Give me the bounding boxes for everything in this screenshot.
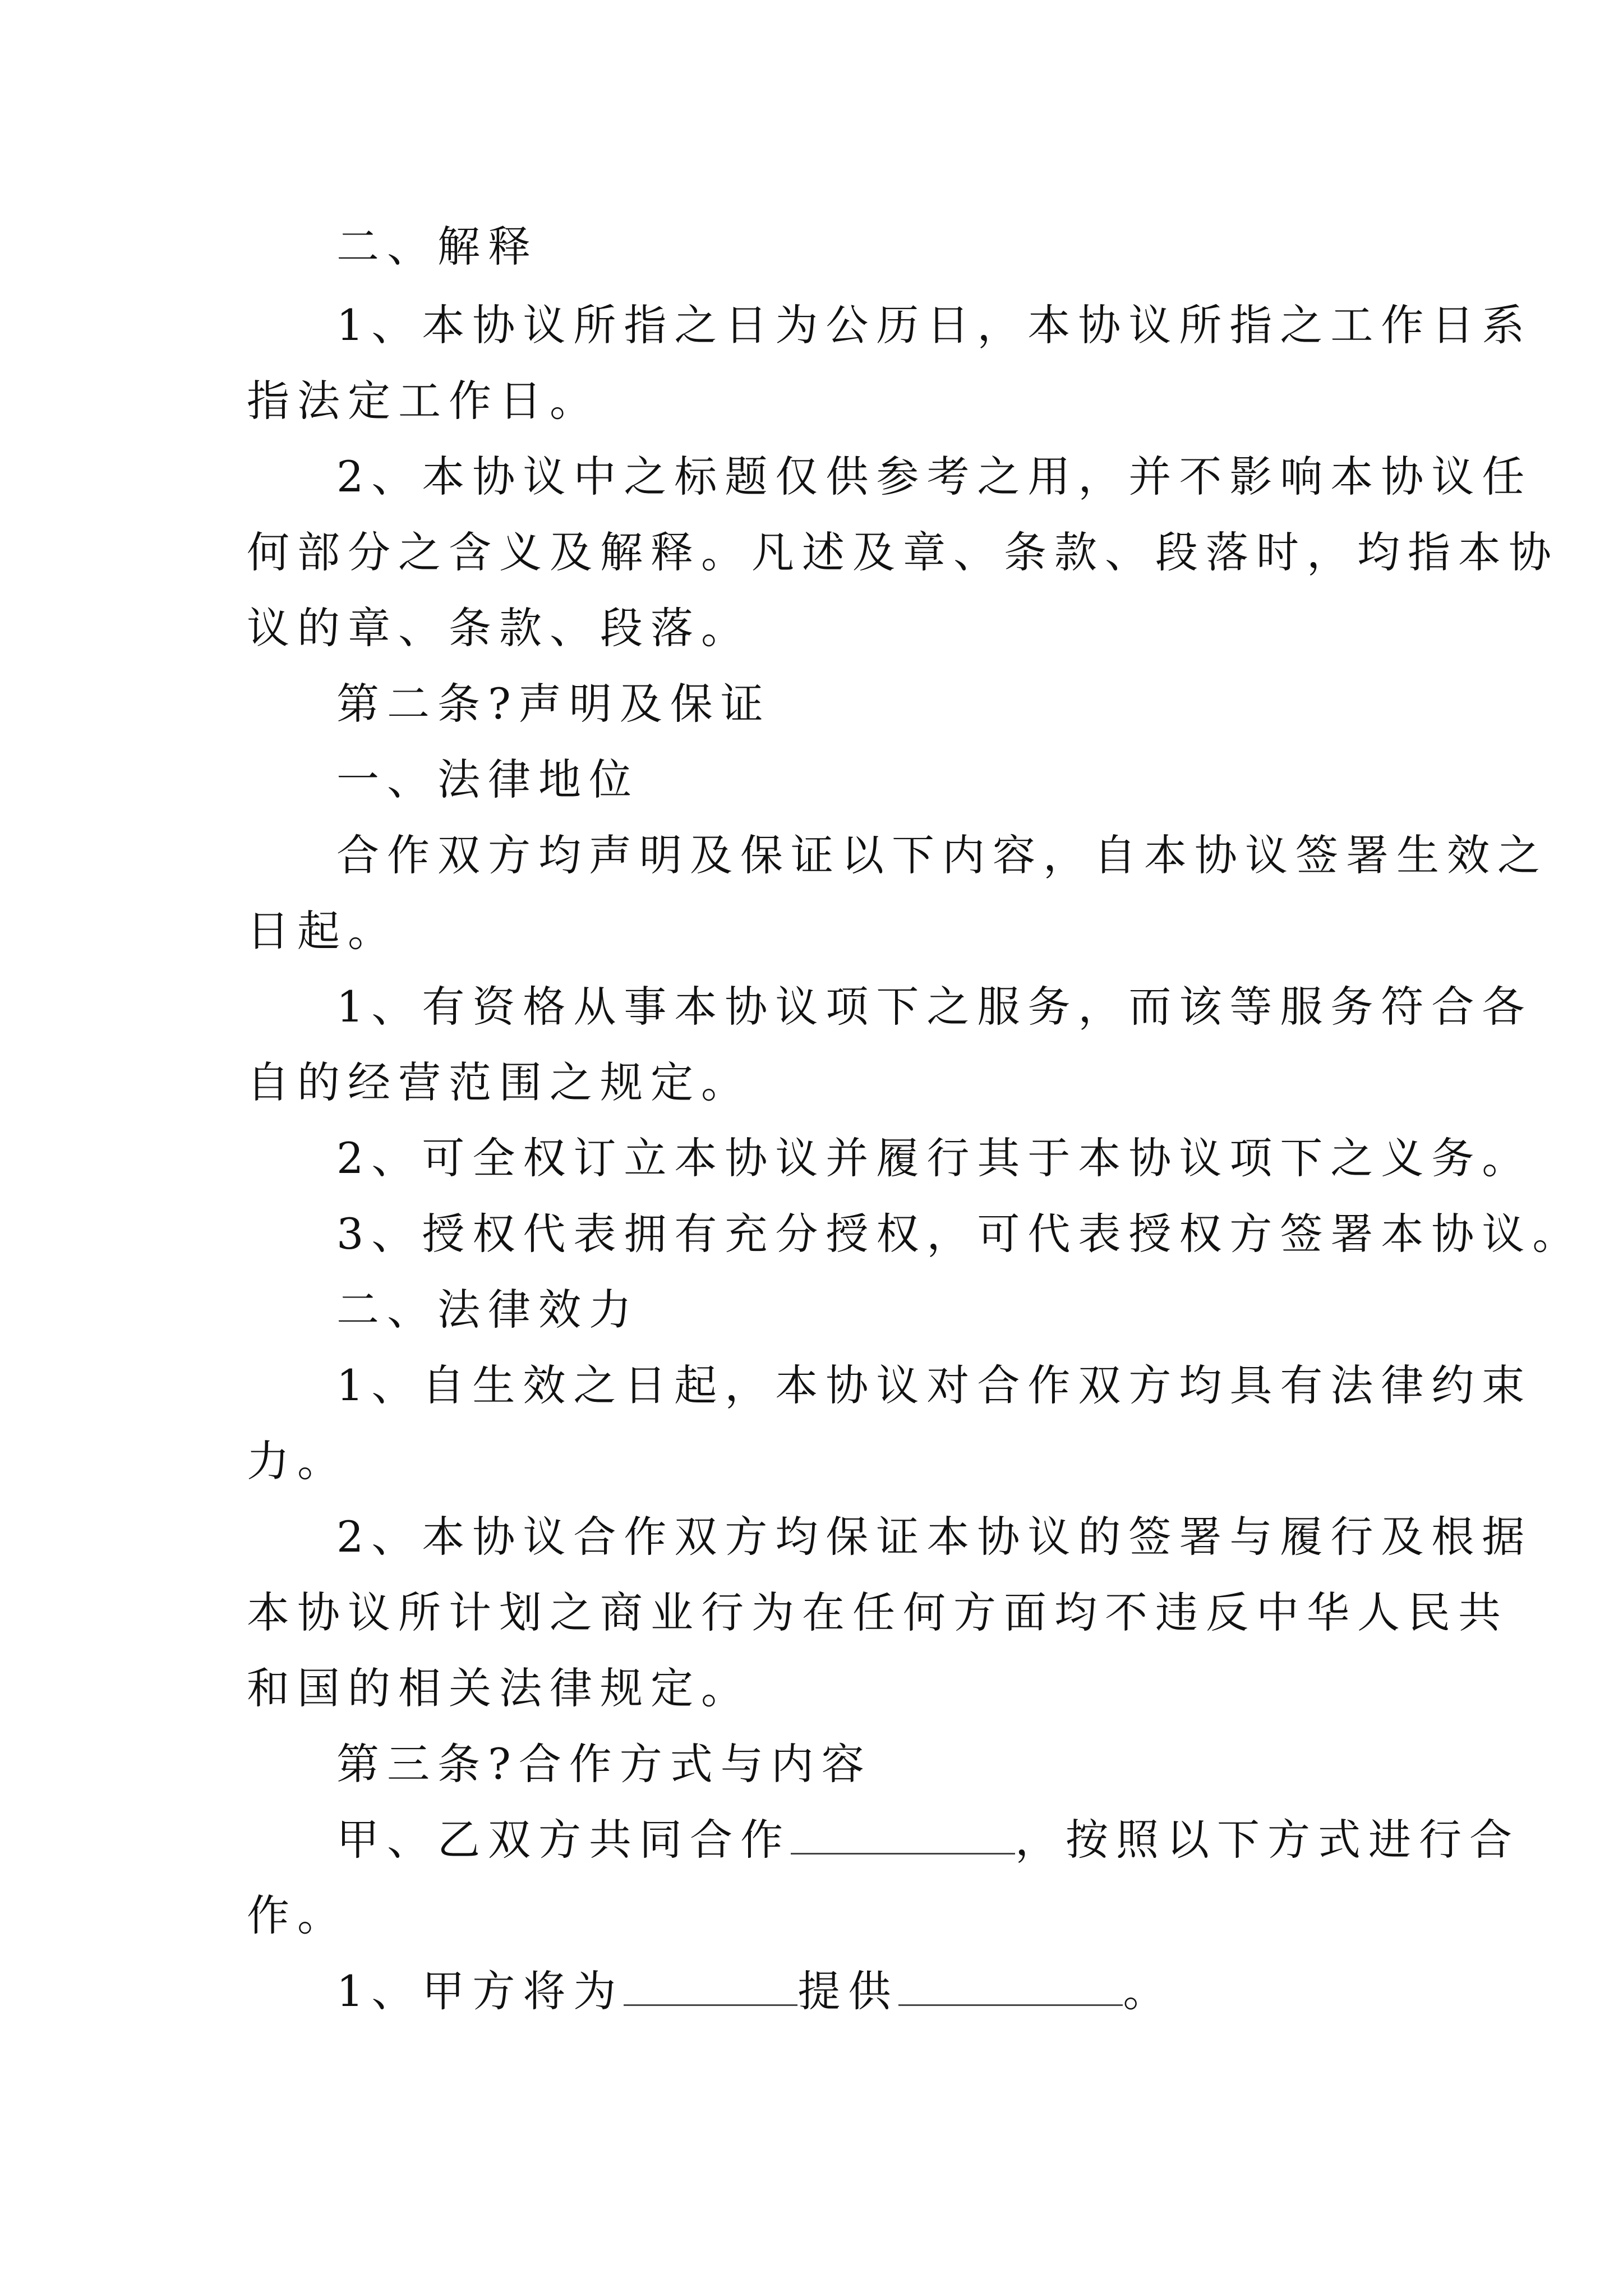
text-segment: 提供 — [797, 1966, 899, 2016]
text-segment: 1、甲方将为 — [336, 1966, 624, 2016]
fill-in-blank[interactable] — [791, 1814, 1015, 1855]
paragraph-line-with-blanks — [336, 1963, 1481, 2019]
paragraph-line: 1、本协议所指之日为公历日，本协议所指之工作日系 — [336, 300, 1533, 350]
paragraph-line: 2、本协议合作双方均保证本协议的签署与履行及根据 — [336, 1512, 1533, 1562]
paragraph-line: 力。 — [247, 1436, 348, 1486]
paragraph-line: 何部分之含义及解释。凡述及章、条款、段落时，均指本协 — [247, 527, 1559, 577]
paragraph-line: 自的经营范围之规定。 — [247, 1057, 751, 1107]
paragraph-line: 1、有资格从事本协议项下之服务，而该等服务符合各 — [336, 982, 1533, 1032]
paragraph-line: 作。 — [247, 1890, 348, 1940]
section-heading: 二、解释 — [336, 222, 538, 272]
fill-in-blank[interactable] — [624, 1965, 797, 2006]
paragraph-line: 2、本协议中之标题仅供参考之用，并不影响本协议任 — [336, 452, 1533, 501]
fill-in-blank[interactable] — [898, 1965, 1123, 2006]
paragraph-line: 1、自生效之日起，本协议对合作双方均具有法律约束 — [336, 1360, 1533, 1410]
paragraph-line: 日起。 — [247, 906, 398, 956]
section-heading: 二、法律效力 — [336, 1285, 639, 1335]
paragraph-line: 2、可全权订立本协议并履行其于本协议项下之义务。 — [336, 1133, 1533, 1183]
paragraph-line: 和国的相关法律规定。 — [247, 1663, 751, 1713]
text-segment: 。 — [1123, 1966, 1174, 2016]
article-heading: 第三条?合作方式与内容 — [336, 1739, 872, 1789]
text-segment: 甲、乙双方共同合作 — [336, 1815, 791, 1865]
paragraph-line: 合作双方均声明及保证以下内容，自本协议签署生效之 — [336, 830, 1548, 880]
paragraph-line: 3、授权代表拥有充分授权，可代表授权方签署本协议。 — [336, 1209, 1583, 1259]
article-heading: 第二条?声明及保证 — [336, 679, 771, 729]
paragraph-line: 指法定工作日。 — [247, 376, 600, 426]
paragraph-line-with-blank — [336, 1812, 1520, 1868]
paragraph-line: 本协议所计划之商业行为在任何方面均不违反中华人民共 — [247, 1588, 1509, 1637]
section-heading: 一、法律地位 — [336, 754, 639, 804]
paragraph-line: 议的章、条款、段落。 — [247, 603, 751, 653]
text-segment: ，按照以下方式进行合 — [1015, 1815, 1520, 1865]
